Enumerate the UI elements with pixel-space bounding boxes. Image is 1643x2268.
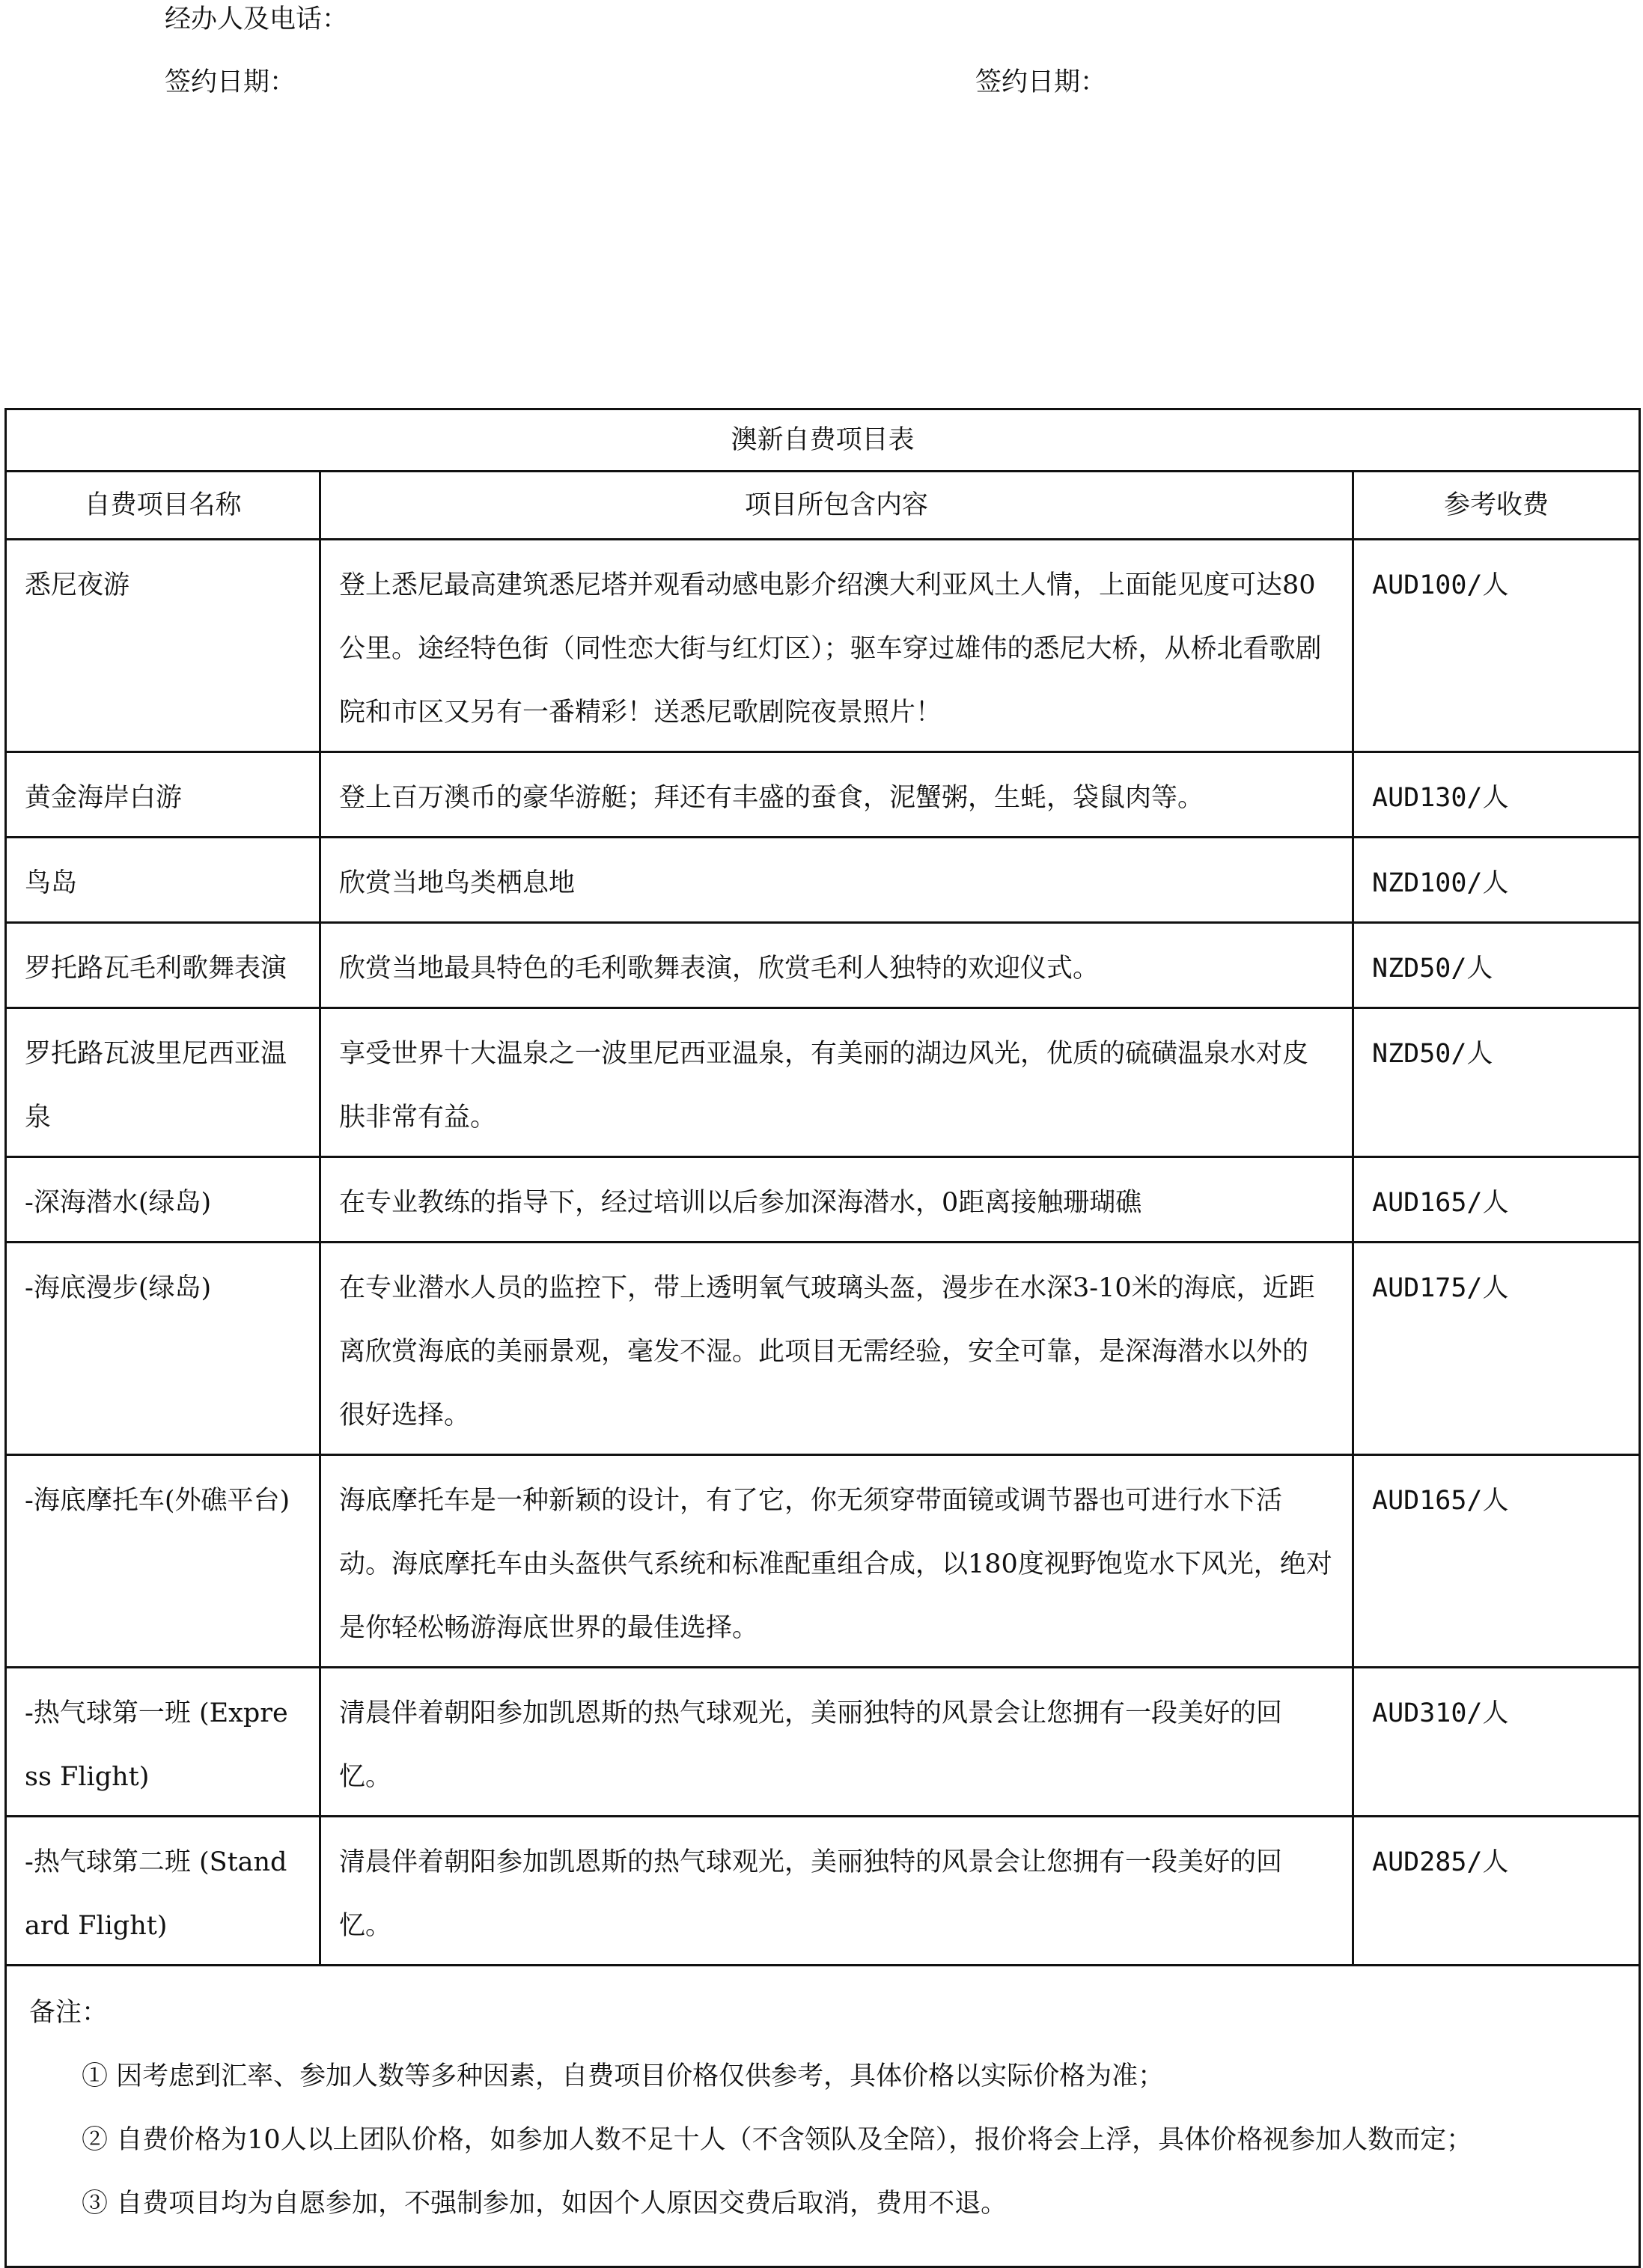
tour-price: NZD100/人: [1353, 838, 1640, 923]
tour-name: -热气球第一班 (Express Flight): [6, 1668, 320, 1817]
tour-content: 在专业教练的指导下，经过培训以后参加深海潜水，0距离接触珊瑚礁: [320, 1157, 1353, 1243]
tour-price: AUD100/人: [1353, 540, 1640, 752]
table-row: [6, 1008, 1640, 1157]
notes-row: [6, 1966, 1640, 2267]
tour-price: AUD310/人: [1353, 1668, 1640, 1817]
tour-name: 鸟岛: [6, 838, 320, 923]
agent-phone-label: 经办人及电话：: [165, 4, 349, 34]
tour-name: 罗托路瓦波里尼西亚温泉: [6, 1008, 320, 1157]
table-title-row: [6, 409, 1640, 472]
tour-content: 享受世界十大温泉之一波里尼西亚温泉，有美丽的湖边风光，优质的硫磺温泉水对皮肤非常有益。: [320, 1008, 1353, 1157]
note-item: ③ 自费项目均为自愿参加，不强制参加，如因个人原因交费后取消，费用不退。: [82, 2189, 1008, 2219]
tour-name: -深海潜水(绿岛): [6, 1157, 320, 1243]
table-row: [6, 1455, 1640, 1668]
column-header-price: 参考收费: [1353, 472, 1640, 540]
tour-content: 欣赏当地鸟类栖息地: [320, 838, 1353, 923]
table-row: [6, 752, 1640, 838]
column-header-name: 自费项目名称: [6, 472, 320, 540]
tour-name: -热气球第二班 (Standard Flight): [6, 1817, 320, 1966]
tour-price: AUD130/人: [1353, 752, 1640, 838]
tour-content: 欣赏当地最具特色的毛利歌舞表演，欣赏毛利人独特的欢迎仪式。: [320, 923, 1353, 1008]
tour-price: AUD165/人: [1353, 1455, 1640, 1668]
tour-content: 登上悉尼最高建筑悉尼塔并观看动感电影介绍澳大利亚风土人情，上面能见度可达80公里。途经特色街（同性恋大街与红灯区）；驱车穿过雄伟的悉尼大桥，从桥北看歌剧院和市区又另有一番精彩！送悉尼歌剧院夜景照片！: [320, 540, 1353, 752]
tour-price: AUD165/人: [1353, 1157, 1640, 1243]
tour-content: 在专业潜水人员的监控下，带上透明氧气玻璃头盔，漫步在水深3-10米的海底，近距离欣赏海底的美丽景观，毫发不湿。此项目无需经验，安全可靠，是深海潜水以外的很好选择。: [320, 1243, 1353, 1455]
tour-price: NZD50/人: [1353, 923, 1640, 1008]
tour-content: 登上百万澳币的豪华游艇；拜还有丰盛的蚕食，泥蟹粥，生蚝，袋鼠肉等。: [320, 752, 1353, 838]
optional-tours-table: [4, 408, 1641, 2268]
tour-content: 清晨伴着朝阳参加凯恩斯的热气球观光，美丽独特的风景会让您拥有一段美好的回忆。: [320, 1668, 1353, 1817]
table-title: 澳新自费项目表: [6, 409, 1640, 472]
tour-content: 清晨伴着朝阳参加凯恩斯的热气球观光，美丽独特的风景会让您拥有一段美好的回忆。: [320, 1817, 1353, 1966]
tour-name: 悉尼夜游: [6, 540, 320, 752]
sign-date-left-label: 签约日期：: [165, 67, 296, 97]
notes-cell: [6, 1966, 1640, 2267]
sign-date-right-label: 签约日期：: [975, 67, 1107, 97]
tour-content: 海底摩托车是一种新颖的设计，有了它，你无须穿带面镜或调节器也可进行水下活动。海底摩托车由头盔供气系统和标准配重组合成，以180度视野饱览水下风光，绝对是你轻松畅游海底世界的最佳选择。: [320, 1455, 1353, 1668]
column-header-content: 项目所包含内容: [320, 472, 1353, 540]
tour-price: AUD175/人: [1353, 1243, 1640, 1455]
table-row: [6, 923, 1640, 1008]
note-item: ② 自费价格为10人以上团队价格，如参加人数不足十人（不含领队及全陪），报价将会上浮，具体价格视参加人数而定；: [82, 2125, 1473, 2155]
table-row: [6, 1668, 1640, 1817]
table-row: [6, 838, 1640, 923]
table-row: [6, 1157, 1640, 1243]
tour-name: -海底摩托车(外礁平台): [6, 1455, 320, 1668]
tour-price: NZD50/人: [1353, 1008, 1640, 1157]
table-row: [6, 1817, 1640, 1966]
tour-name: -海底漫步(绿岛): [6, 1243, 320, 1455]
tour-name: 罗托路瓦毛利歌舞表演: [6, 923, 320, 1008]
table-header-row: [6, 472, 1640, 540]
tour-price: AUD285/人: [1353, 1817, 1640, 1966]
table-row: [6, 1243, 1640, 1455]
table-row: [6, 540, 1640, 752]
notes-title: 备注：: [29, 1998, 109, 2028]
note-item: ① 因考虑到汇率、参加人数等多种因素，自费项目价格仅供参考，具体价格以实际价格为准；: [82, 2061, 1165, 2091]
tour-name: 黄金海岸白游: [6, 752, 320, 838]
